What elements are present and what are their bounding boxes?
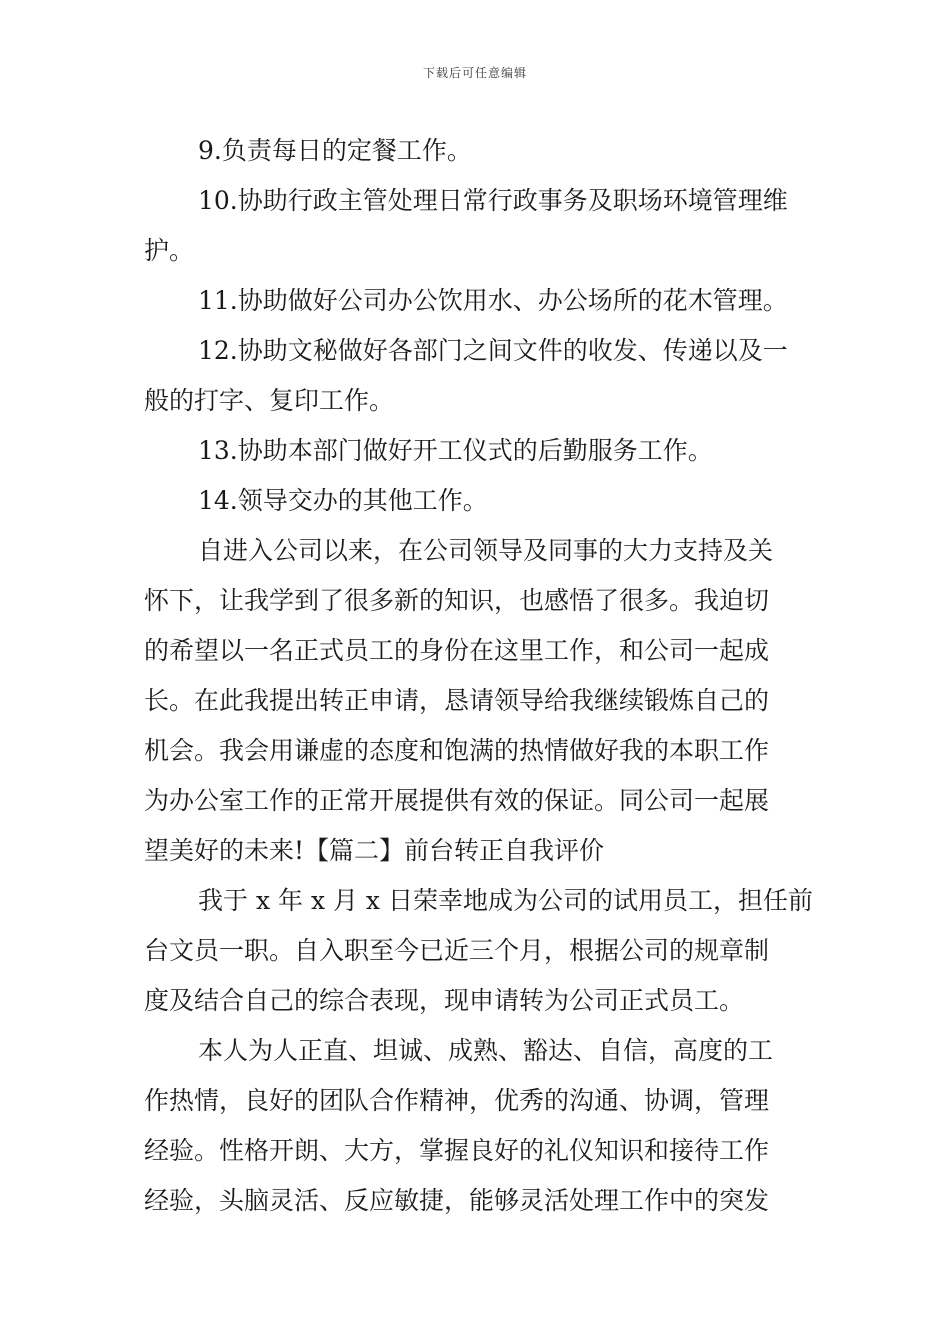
text-line: 12.协助文秘做好各部门之间文件的收发、传递以及一	[198, 336, 788, 365]
text-line: 台文员一职。自入职至今已近三个月，根据公司的规章制	[144, 936, 770, 965]
text-line: 11.协助做好公司办公饮用水、办公场所的花木管理。	[198, 286, 788, 315]
text-line: 自进入公司以来，在公司领导及同事的大力支持及关	[198, 536, 774, 565]
text-line: 的希望以一名正式员工的身份在这里工作，和公司一起成	[144, 636, 770, 665]
text-line: 怀下，让我学到了很多新的知识，也感悟了很多。我迫切	[144, 586, 770, 615]
text-line: 本人为人正直、坦诚、成熟、豁达、自信，高度的工	[198, 1036, 774, 1065]
text-line: 我于 x 年 x 月 x 日荣幸地成为公司的试用员工，担任前	[198, 886, 813, 915]
text-line: 度及结合自己的综合表现，现申请转为公司正式员工。	[144, 986, 745, 1015]
document-body	[144, 126, 813, 1226]
text-line: 经验，头脑灵活、反应敏捷，能够灵活处理工作中的突发	[144, 1186, 770, 1215]
text-line: 14.领导交办的其他工作。	[198, 486, 488, 515]
text-line: 为办公室工作的正常开展提供有效的保证。同公司一起展	[144, 786, 770, 815]
text-line: 经验。性格开朗、大方，掌握良好的礼仪知识和接待工作	[144, 1136, 770, 1165]
text-line: 护。	[144, 236, 195, 265]
text-line: 般的打字、复印工作。	[144, 386, 395, 415]
text-line: 13.协助本部门做好开工仪式的后勤服务工作。	[198, 436, 713, 465]
text-line: 作热情，良好的团队合作精神，优秀的沟通、协调，管理	[144, 1086, 770, 1115]
text-line: 机会。我会用谦虚的态度和饱满的热情做好我的本职工作	[144, 736, 770, 765]
text-line: 长。在此我提出转正申请，恳请领导给我继续锻炼自己的	[144, 686, 770, 715]
text-line: 望美好的未来!【篇二】前台转正自我评价	[144, 836, 605, 865]
page-header-note: 下载后可任意编辑	[422, 66, 527, 80]
text-line: 10.协助行政主管处理日常行政事务及职场环境管理维	[198, 186, 788, 215]
text-line: 9.负责每日的定餐工作。	[198, 136, 472, 165]
